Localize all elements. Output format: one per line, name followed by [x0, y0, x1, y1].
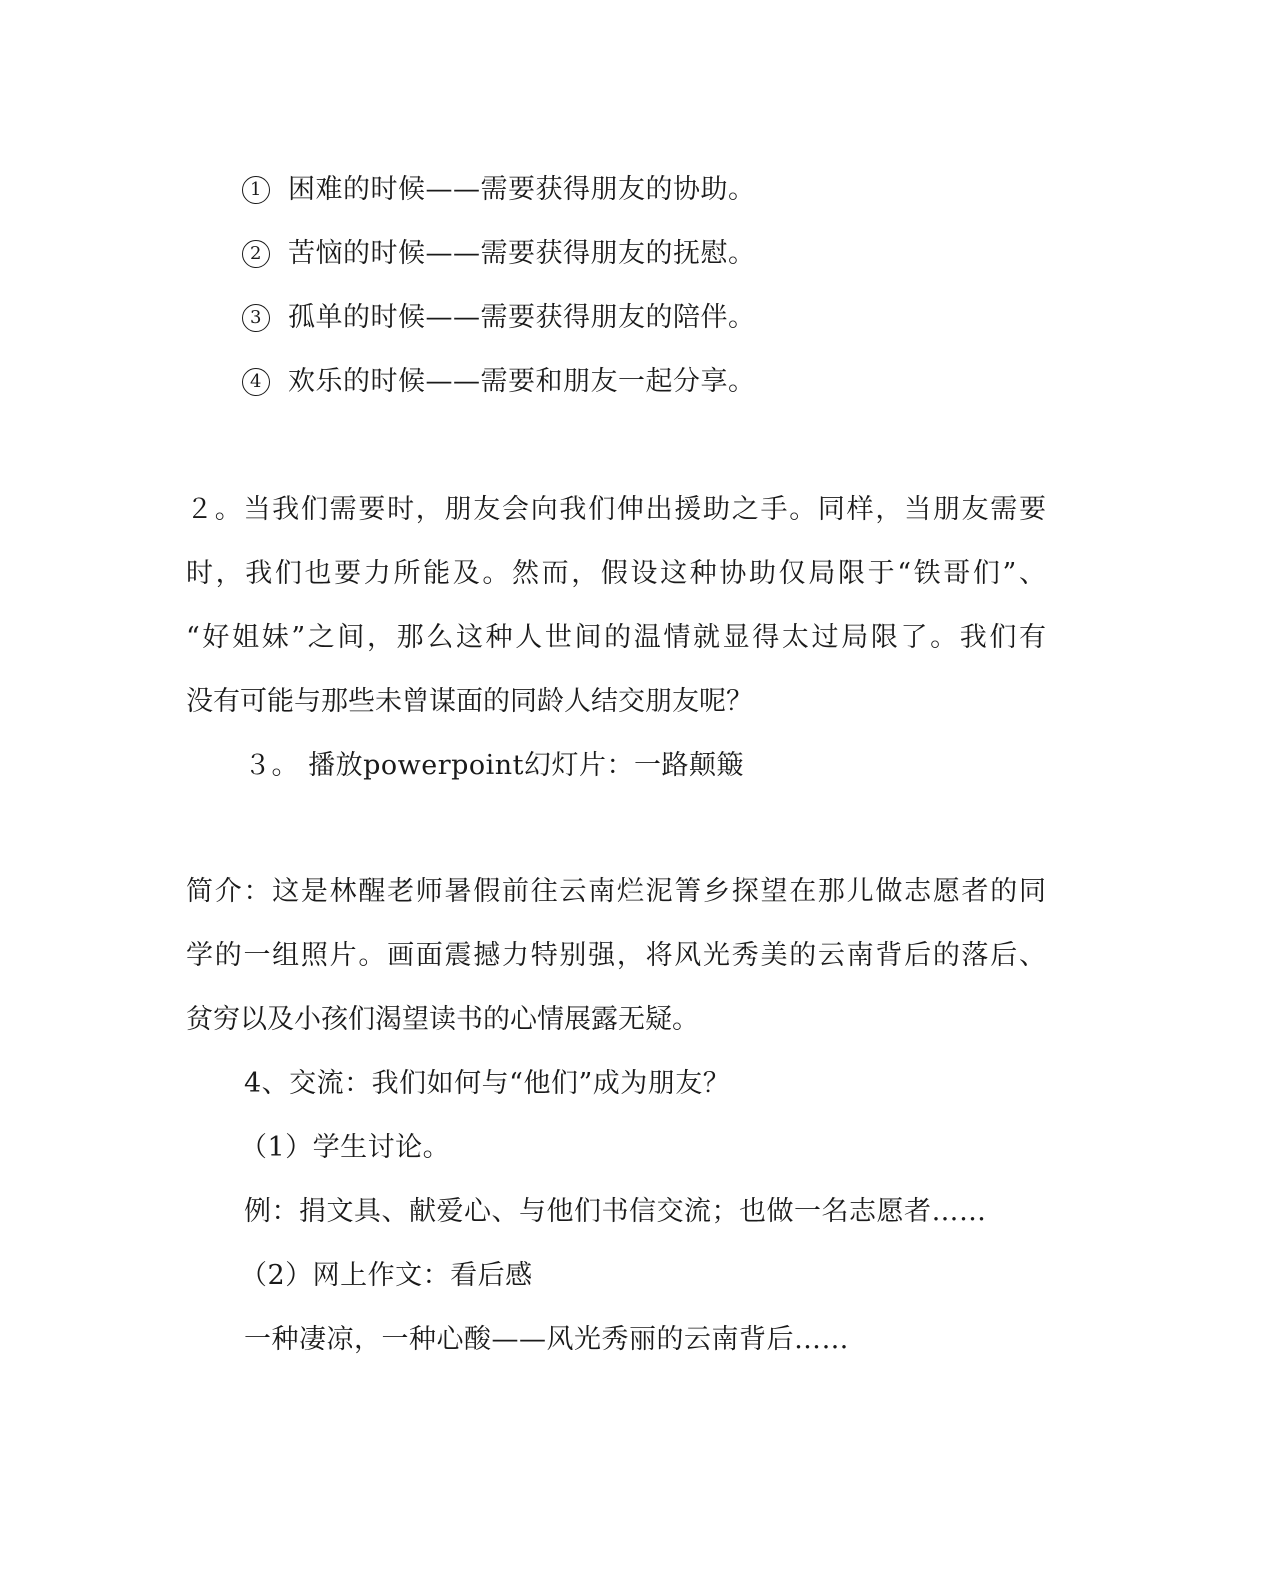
- circled-number: 2: [242, 240, 270, 268]
- sub-item-1: （1）学生讨论。: [240, 1132, 451, 1163]
- list-item-text: 欢乐的时候——需要和朋友一起分享。: [288, 366, 756, 397]
- circled-number: 1: [242, 176, 270, 204]
- circled-number: 3: [242, 304, 270, 332]
- paragraph-line: “好姐妹”之间，那么这种人世间的温情就显得太过局限了。我们有: [186, 622, 1046, 653]
- item-3-heading: ３。 播放powerpoint幻灯片：一路颠簸: [244, 750, 745, 781]
- list-item: [242, 300, 756, 336]
- intro-line: 简介：这是林醒老师暑假前往云南烂泥箐乡探望在那儿做志愿者的同: [186, 876, 1046, 907]
- list-item-text: 困难的时候——需要获得朋友的协助。: [288, 174, 756, 205]
- intro-line: 贫穷以及小孩们渴望读书的心情展露无疑。: [186, 1004, 699, 1035]
- paragraph-line: 没有可能与那些未曾谋面的同龄人结交朋友呢？: [186, 686, 753, 717]
- list-item-text: 孤单的时候——需要获得朋友的陪伴。: [288, 302, 756, 333]
- list-item-text: 苦恼的时候——需要获得朋友的抚慰。: [288, 238, 756, 269]
- circled-number: 4: [242, 368, 270, 396]
- paragraph-line: ２。当我们需要时，朋友会向我们伸出援助之手。同样，当朋友需要: [186, 494, 1046, 525]
- list-item: [242, 364, 756, 400]
- essay-line: 一种凄凉，一种心酸——风光秀丽的云南背后……: [244, 1324, 849, 1355]
- list-item: [242, 172, 756, 208]
- sub-item-2: （2）网上作文：看后感: [240, 1260, 533, 1291]
- example-line: 例：捐文具、献爱心、与他们书信交流；也做一名志愿者……: [244, 1196, 987, 1227]
- list-item: [242, 236, 756, 272]
- paragraph-line: 时，我们也要力所能及。然而，假设这种协助仅局限于“铁哥们”、: [186, 558, 1046, 589]
- item-4-heading: 4、交流：我们如何与“他们”成为朋友？: [244, 1068, 731, 1099]
- intro-line: 学的一组照片。画面震撼力特别强，将风光秀美的云南背后的落后、: [186, 940, 1046, 971]
